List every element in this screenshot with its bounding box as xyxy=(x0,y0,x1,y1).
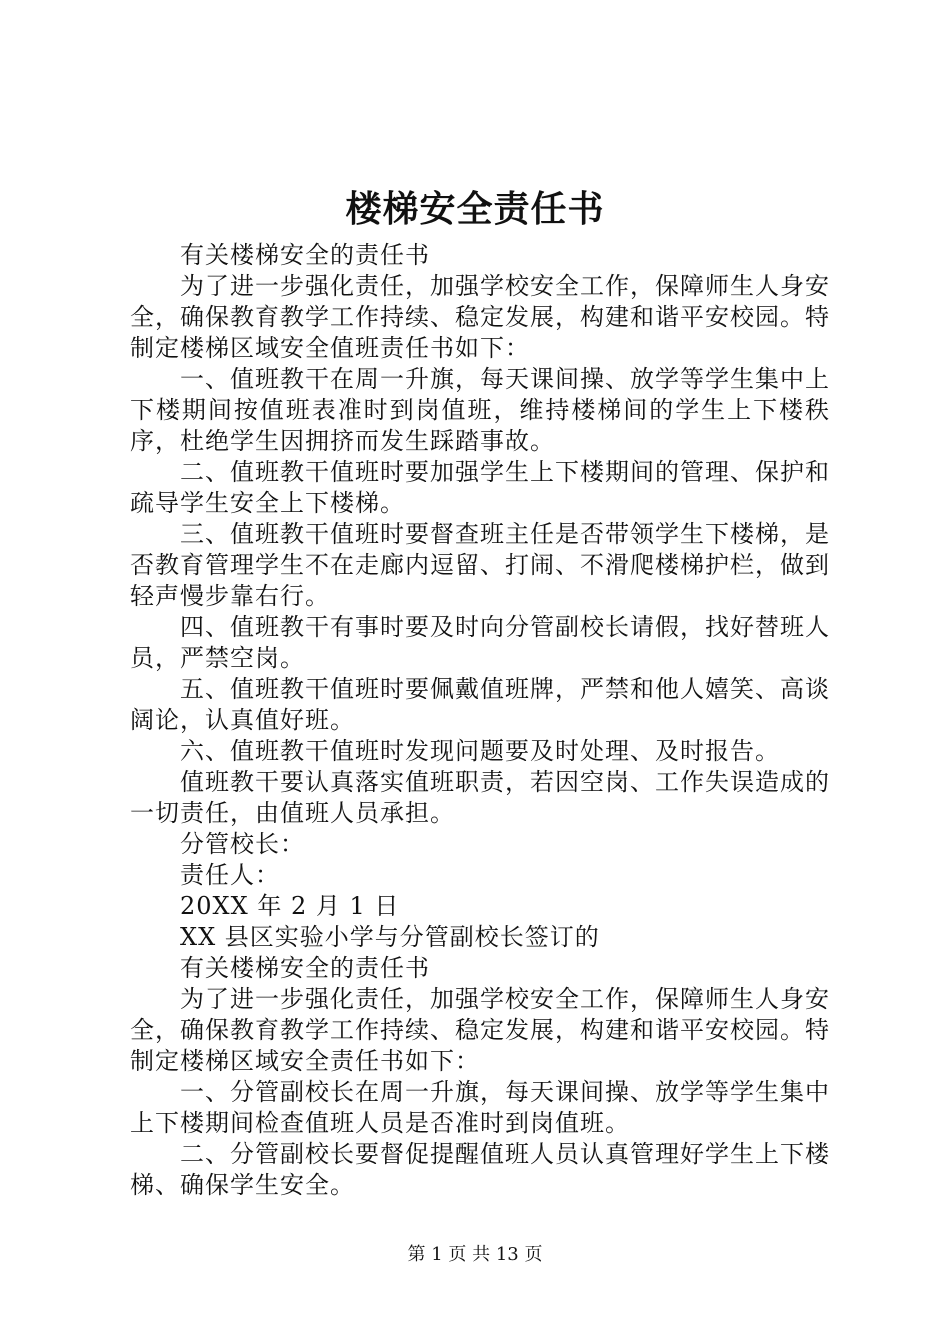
paragraph: 为了进一步强化责任，加强学校安全工作，保障师生人身安全，确保教育教学工作持续、稳定发展，构建和谐平安校园。特制定楼梯区域安全责任书如下： xyxy=(130,985,830,1075)
paragraph: 20XX 年 2 月 1 日 xyxy=(180,892,400,920)
document-title: 楼梯安全责任书 xyxy=(345,188,605,230)
paragraph: 五、值班教干值班时要佩戴值班牌，严禁和他人嬉笑、高谈阔论，认真值好班。 xyxy=(130,675,830,734)
paragraph: 值班教干要认真落实值班职责，若因空岗、工作失误造成的一切责任，由值班人员承担。 xyxy=(130,768,830,827)
paragraph: 四、值班教干有事时要及时向分管副校长请假，找好替班人员，严禁空岗。 xyxy=(130,613,830,672)
document-body xyxy=(130,240,830,1201)
paragraph: 二、值班教干值班时要加强学生上下楼期间的管理、保护和疏导学生安全上下楼梯。 xyxy=(130,458,830,517)
paragraph: 一、分管副校长在周一升旗，每天课间操、放学等学生集中上下楼期间检查值班人员是否准时到岗值班。 xyxy=(130,1078,830,1137)
paragraph: 六、值班教干值班时发现问题要及时处理、及时报告。 xyxy=(180,737,780,765)
page-number: 第 1 页 共 13 页 xyxy=(407,1244,543,1265)
paragraph: 三、值班教干值班时要督查班主任是否带领学生下楼梯，是否教育管理学生不在走廊内逗留、打闹、不滑爬楼梯护栏，做到轻声慢步靠右行。 xyxy=(130,520,830,610)
paragraph: 有关楼梯安全的责任书 xyxy=(180,954,430,982)
paragraph: 分管校长： xyxy=(180,830,305,858)
paragraph: 一、值班教干在周一升旗，每天课间操、放学等学生集中上下楼期间按值班表准时到岗值班，维持楼梯间的学生上下楼秩序，杜绝学生因拥挤而发生踩踏事故。 xyxy=(130,365,830,455)
paragraph: XX 县区实验小学与分管副校长签订的 xyxy=(180,923,600,951)
paragraph: 为了进一步强化责任，加强学校安全工作，保障师生人身安全，确保教育教学工作持续、稳定发展，构建和谐平安校园。特制定楼梯区域安全值班责任书如下： xyxy=(130,272,830,362)
paragraph: 有关楼梯安全的责任书 xyxy=(180,241,430,269)
paragraph: 责任人： xyxy=(180,861,280,889)
paragraph: 二、分管副校长要督促提醒值班人员认真管理好学生上下楼梯、确保学生安全。 xyxy=(130,1140,830,1199)
